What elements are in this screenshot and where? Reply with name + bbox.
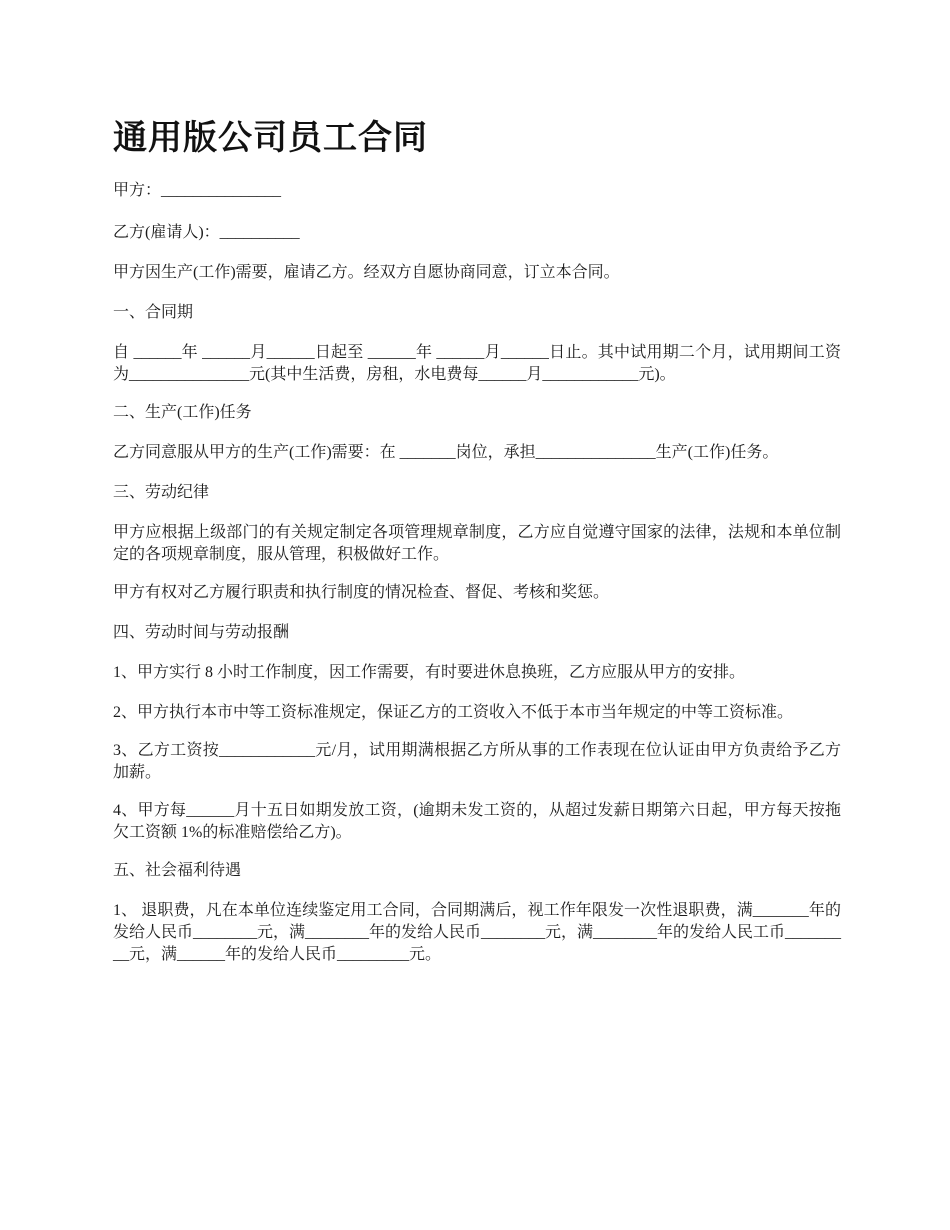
section-heading-term: 一、合同期 [113,304,194,321]
section-heading-hours-pay: 四、劳动时间与劳动报酬 [113,624,290,641]
welfare-item-1: 1、 退职费，凡在本单位连续鉴定用工合同，合同期满后，视工作年限发一次性退职费，满_______年的发给人民币________元，满________年的发给人民币________元，满________年的发给人民工币_________元，满______年的发给人民币_________元。 [113,902,842,963]
pay-item-2: 2、甲方执行本市中等工资标准规定，保证乙方的工资收入不低于本市当年规定的中等工资标准。 [113,704,794,721]
section-heading-welfare: 五、社会福利待遇 [113,862,242,879]
pay-item-4: 4、甲方每______月十五日如期发放工资，(逾期未发工资的，从超过发薪日期第六日起，甲方每天按拖欠工资额 1%的标准赔偿给乙方)。 [113,802,841,841]
task-paragraph: 乙方同意服从甲方的生产(工作)需要：在 _______岗位，承担_______________生产(工作)任务。 [113,444,779,461]
party-b-line: 乙方(雇请人)：__________ [113,224,300,241]
discipline-paragraph-1: 甲方应根据上级部门的有关规定制定各项管理规章制度，乙方应自觉遵守国家的法律，法规和本单位制定的各项规章制度，服从管理，积极做好工作。 [113,524,841,563]
intro-paragraph: 甲方因生产(工作)需要，雇请乙方。经双方自愿协商同意，订立本合同。 [113,264,620,281]
section-heading-task: 二、生产(工作)任务 [113,404,252,421]
document-page [113,0,841,966]
term-paragraph: 自 ______年 ______月______日起至 ______年 ______月______日止。其中试用期二个月，试用期间工资为_______________元(其中生活费，房租，水电费每______月____________元)。 [113,344,841,383]
pay-item-1: 1、甲方实行 8 小时工作制度，因工作需要，有时要进休息换班，乙方应服从甲方的安排。 [113,664,746,681]
document-title: 通用版公司员工合同 [113,118,428,158]
party-a-line: 甲方：_______________ [113,182,282,199]
section-heading-discipline: 三、劳动纪律 [113,484,210,501]
pay-item-3: 3、乙方工资按____________元/月，试用期满根据乙方所从事的工作表现在位认证由甲方负责给予乙方加薪。 [113,742,841,781]
discipline-paragraph-2: 甲方有权对乙方履行职责和执行制度的情况检查、督促、考核和奖惩。 [113,584,610,601]
